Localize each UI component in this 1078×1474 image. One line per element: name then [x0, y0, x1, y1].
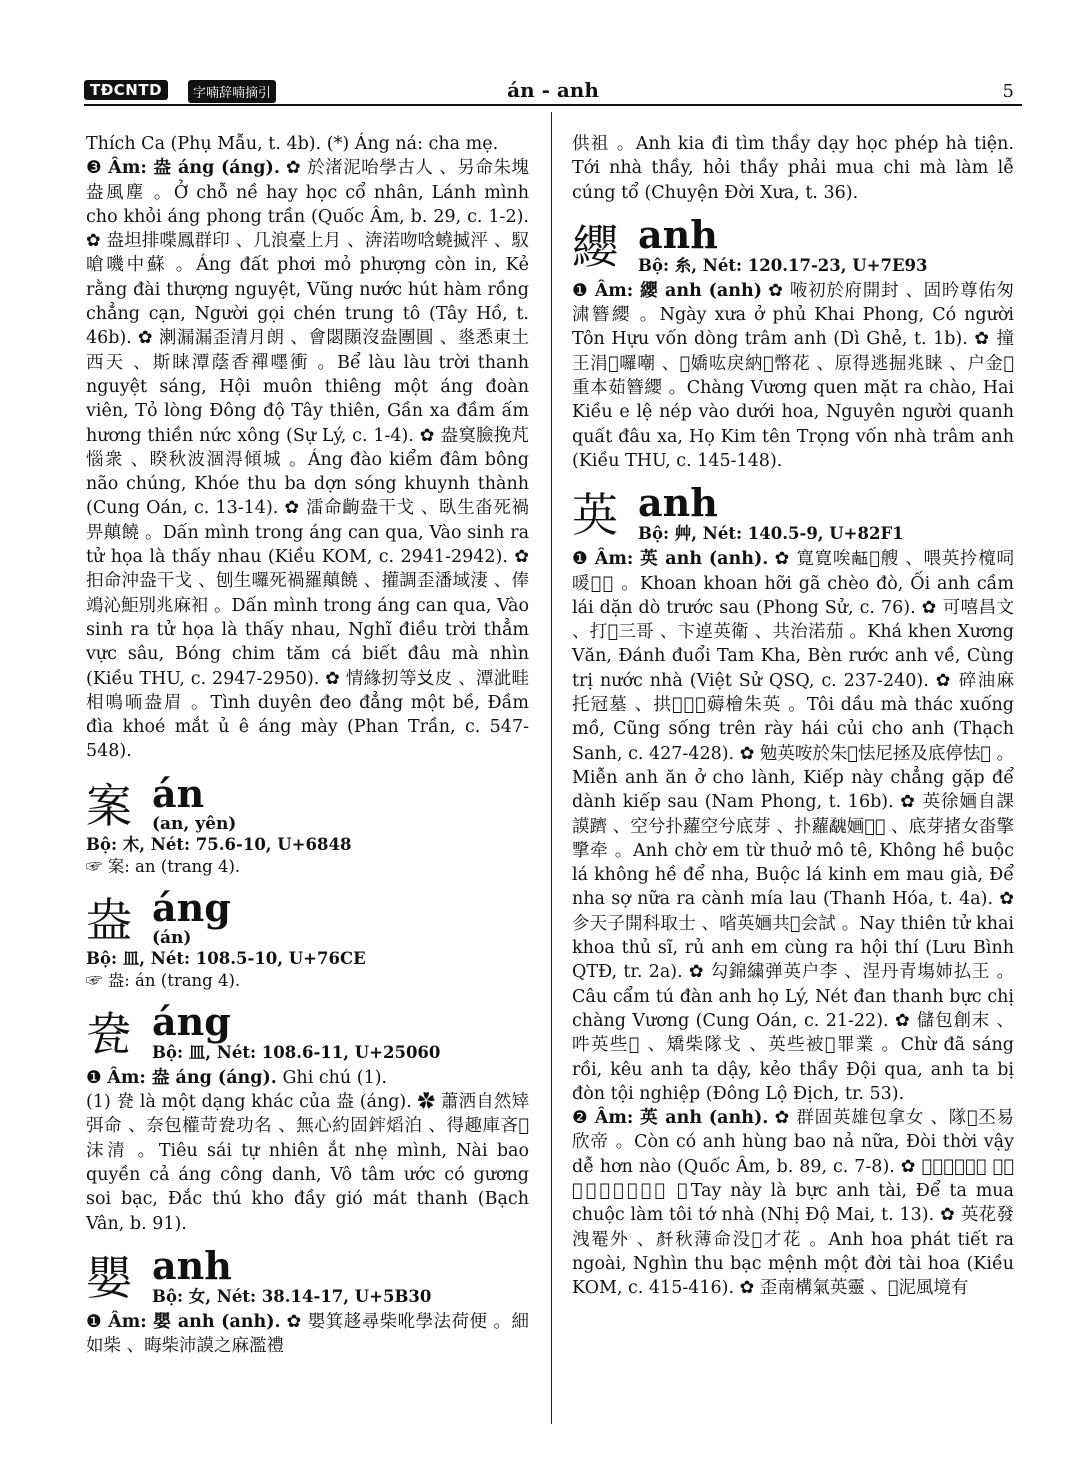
continuation-text: Thích Ca (Phụ Mẫu, t. 4b). (*) Áng ná: cha mẹ.: [86, 134, 499, 154]
entry-an: [86, 770, 529, 878]
entry-cross-reference: ☞ 案: an (trang 4).: [86, 856, 241, 876]
entry-character: 盎: [86, 892, 132, 947]
column-divider: [551, 112, 552, 1424]
sense-body: ✿ 於渚泥咍學古人 、另命朱塊盎風塵 。Ở chỗ nề hay học cổ nhân, Lánh mình cho khỏi áng phong trần (Quốc Âm, b. 29, c. 1-2). ✿ 盎坦排喋鳳群印 、几浪臺上月 、渀渃吻唅蟯揻泙 、馭嗆嘰中蘇 。Áng đất phơi mỏ phượng còn in, Kẻ rằng đài thượng nguyệt, Vũng nước hút hàm rồng chẳng cạn, Người gọi chén trung tô (Tây Hồ, t. 46b). ✿ 溂漏漏歪清月朗 、會閟䫗沒盎團圓 、烾悉東土西天 、斯睐潭蔭香禪嚜衝 。Bể làu làu trời thanh nguyệt sáng, Hội muôn thiêng một áng đoàn viên, Tỏ lòng Đông độ Tây thiên, Gần xa đầm ấm hương thiền nức xông (Sự Lý, c. 1-4). ✿ 盎䆨臉挽芃惱衆 、睽秋波涸淂傾城 。Áng đào kiểm đâm bông não chúng, Khóe thu ba dợn sóng khuynh thành (Cung Oán, c. 13-14). ✿ 㵢命齣盎干戈 、臥生畓死禍畀㒹饒 。Dấn mình trong áng can qua, Vào sinh ra tử họa là thấy nhau (Kiều KOM, c. 2941-2942). ✿ 抇命沖盎干戈 、刨生囉死禍羅㒹饒 、㩲調歪潘域淒 、俸鴗沁鮔別兆麻衵 。Dấn mình trong áng can qua, Vào sinh ra tử họa là thấy nhau, Nghĩ điều trời thẳm vực sâu, Bóng chim tăm cá biết đâu mà nhìn (Kiều THU, c. 2947-2950). ✿ 情緣扨等𠬠皮 、潭泚畦相鳴㖇盎眉 。Tình duyên đeo đẳng một bề, Đầm đìa khoé mắt ủ ê áng mày (Phan Trần, c. 547-548).: [86, 158, 529, 762]
sense-number: ❶: [86, 1311, 103, 1332]
entry-cross-reference: ☞ 盎: án (trang 4).: [86, 970, 241, 990]
page-number: 5: [1002, 81, 1014, 102]
entry-character: 纓: [572, 219, 618, 274]
running-head: án - anh: [507, 78, 599, 102]
entry-radical-info: Bộ: 女, Nét: 38.14-17, U+5B30: [152, 1286, 432, 1306]
sense-reading: Âm: 英 anh (anh).: [594, 549, 769, 570]
entry-character: 案: [86, 778, 132, 833]
sense-block: [86, 156, 529, 763]
entry-anh-1: [86, 1242, 529, 1359]
title-logo: 字喃辞喃摘引: [188, 80, 276, 103]
entry-radical-info: Bộ: 艸, Nét: 140.5-9, U+82F1: [638, 524, 904, 544]
entry-radical-info: Bộ: 糸, Nét: 120.17-23, U+7E93: [638, 255, 928, 275]
entry-ang-1: [86, 884, 529, 992]
entry-radical-info: Bộ: 木, Nét: 75.6-10, U+6848: [86, 834, 352, 854]
sense-number: ❶: [572, 549, 589, 570]
entry-alt-readings: (án): [152, 927, 192, 948]
sense-number: ❸: [86, 158, 103, 179]
sense-reading: Âm: 盎 áng (áng).: [107, 1067, 277, 1088]
entry-headword: áng: [152, 884, 231, 930]
page-header: [84, 78, 1022, 106]
continuation-text: 供祖 。Anh kia đi tìm thầy dạy học phép hà tiện. Tới nhà thầy, hỏi thầy phải mua chi mà làm lễ cúng tổ (Chuyện Đời Xưa, t. 36).: [572, 134, 1014, 203]
entry-headword: anh: [152, 1242, 232, 1288]
entry-radical-info: Bộ: 皿, Nét: 108.5-10, U+76CE: [86, 948, 366, 968]
entry-ang-2: [86, 998, 529, 1236]
entry-headword: án: [152, 770, 205, 816]
sense-number: ❷: [572, 1108, 589, 1129]
entry-headword: áng: [152, 998, 231, 1044]
sense-reading: Âm: 英 anh (anh).: [594, 1108, 769, 1129]
right-column: [572, 132, 1014, 1300]
sense-number: ❶: [572, 280, 589, 301]
sense-body: ✿ 㖡初於府開封 、固昑尊佑匆㴋簪纓 。Ngày xưa ở phủ Khai Phong, Có người Tôn Hựu vốn dòng trâm anh (Dì Ghẻ, t. 1b). ✿ 撞王涓𩈘囉嘲 、𠄩嬌吰戾納𣈙幣花 、原得逃掘兆睐 、户金𤯩重本茹簪纓 。Chàng Vương quen mặt ra chào, Hai Kiều e lệ nép vào dưới hoa, Nguyên người quanh quất đâu xa, Họ Kim tên Trọng vốn nhà trâm anh (Kiều THU, c. 145-148).: [572, 280, 1014, 471]
sense-body: ✿ 群固英雄包拿女 、隊𨕭丕易欣帝 。Còn có anh hùng bao nả nữa, Đòi thời vậy dễ hơn nào (Quốc Âm, b. 89, c. 7-8). ✿ 𢬣尼畀塲英才 、底些謨贖夕碎㑲茄 。Tay này là bực anh tài, Để ta mua chuộc làm tôi tớ nhà (Nhị Độ Mai, t. 13). ✿ 英花發洩罨外 、𠦳秋薄命没𠁀才花 。Anh hoa phát tiết ra ngoài, Nghìn thu bạc mệnh một đời tài hoa (Kiều KOM, c. 415-416). ✿ 歪南構氣英靈 、𪜀泥風境有: [572, 1108, 1014, 1299]
sense-reading: Âm: 纓 anh (anh): [594, 280, 762, 301]
left-column: [86, 132, 529, 1358]
sense-number: ❶: [86, 1067, 102, 1088]
sense-note: Ghi chú (1).: [282, 1067, 388, 1088]
sense-body: ✿ 嬰箕趍尋柴吪學法荷便 。細如柴 、晦柴沛謨之麻濫禮: [86, 1311, 529, 1357]
header-rule: [84, 104, 1022, 106]
sense-reading: Âm: 盎 áng (áng).: [108, 158, 280, 179]
entry-headword: anh: [638, 211, 718, 257]
entry-character: 英: [572, 488, 618, 543]
entry-character: 㼜: [86, 1006, 132, 1061]
entry-anh-2: [572, 211, 1014, 473]
series-logo: TĐCNTD: [84, 80, 168, 100]
entry-alt-readings: (an, yên): [152, 813, 237, 834]
entry-anh-3: [572, 480, 1014, 1300]
sense-body: (1) 㼜 là một dạng khác của 盎 (áng). ✿ 蕭洒自然䂔弭命 、奈包權苛㼜功名 、無心約固𨦭熖泊 、得趣庫吝𨍦沫清 。Tiêu sái tự nhiên ắt nhẹ mình, Nài bao quyền cả áng công danh, Vô tâm ước có gương soi bạc, Đắc thú kho đầy gió mát thanh (Bạch Vân, b. 91).: [86, 1092, 529, 1234]
sense-reading: Âm: 嬰 anh (anh).: [108, 1311, 281, 1332]
sense-body: ✿ 寛寛唉𠄼𦨂艘 、喂英扲𣟂呞喛𦪊𧿫 。Khoan khoan hỡi gã chèo đò, Ối anh cầm lái dặn dò trước sau (Phong Sử, c. 76). ✿ 可嘻昌文 、打𨆝三哥 、卞逴英衛 、共治渃茄 。Khá khen Xương Văn, Đánh đuổi Tam Kha, Bèn rước anh về, Cùng trị nước nhà (Việt Sử QSQ, c. 237-240). ✿ 碎油麻托冠墓 、拱𤯩𨑗𠁀薅檜朱英 。Tôi dầu mà thác xuống mồ, Cũng sống trên rày hái củi cho anh (Thạch Sanh, c. 427-428). ✿ 勉英咹於朱𨋤怯尼拯及底停怯𪧻 。Miễn anh ăn ở cho lành, Kiếp này chẳng gặp để dành kiếp sau (Nam Phong, t. 16b). ✿ 英徐婳自課謨躋 、空兮扑蘿空兮底芽 、扑蘿𩴢婳𨋤𩯀 、底芽㨋女畓擎㨼牵 。Anh chờ em từ thuở mô tê, Không hề buộc lá không hề để nha, Buộc lá kinh em mau già, Để nha sợ nữa ra cành mía lau (Thanh Hóa, t. 4a). ✿ 㐱天子開科取士 、㗂英婳共𨆝会試 。Nay thiên tử khai khoa thủ sĩ, rủ anh em cùng ra hội thí (Lưu Bình QTĐ, tr. 2a). ✿ 勾錦繍弹英户李 、涅丹青塲姉払王 。Câu cẩm tú đàn anh họ Lý, Nét đan thanh bực chị chàng Vương (Cung Oán, c. 21-22). ✿ 儲包創末 、吽英些𠻀 、矯柴隊戈 、英些被𤀐罪業 。Chừ đã sáng rồi, kêu anh ta dậy, kẻo thầy Đội qua, anh ta bị đòn tội nghiệp (Đông Lộ Địch, tr. 53).: [572, 549, 1014, 1104]
entry-radical-info: Bộ: 皿, Nét: 108.6-11, U+25060: [152, 1042, 441, 1062]
entry-character: 嬰: [86, 1250, 132, 1305]
entry-headword: anh: [638, 480, 718, 526]
